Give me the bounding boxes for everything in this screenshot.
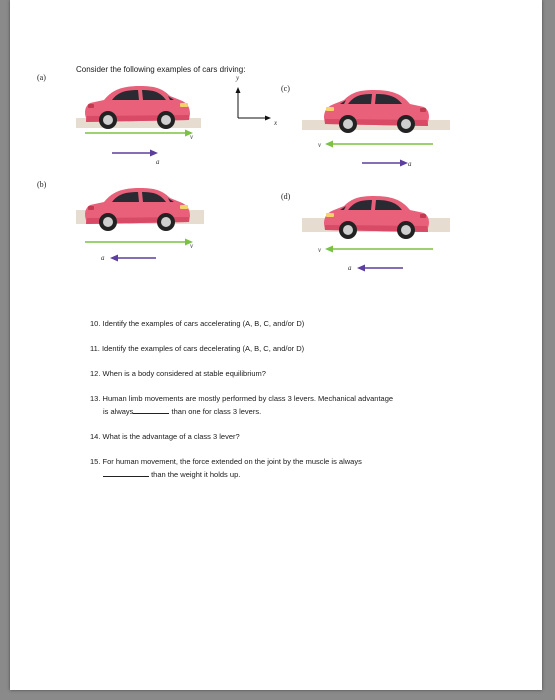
panel-d-v-label: v [318, 246, 322, 254]
panel-d-a-label: a [348, 264, 352, 272]
panel-b-accel-arrow [110, 254, 156, 262]
panel-c-v-label: v [318, 141, 322, 149]
panel-a-v-label: v [190, 133, 194, 141]
panel-a-a-label: a [156, 158, 160, 166]
answer-blank-15[interactable] [103, 468, 149, 477]
panel-c-a-label: a [408, 160, 412, 168]
panel-c-accel-arrow [362, 159, 408, 167]
panel-a-car [82, 82, 192, 132]
axis-x-label: x [274, 119, 278, 127]
question-11: 11. Identify the examples of cars decelerating (A, B, C, and/or D) [90, 344, 305, 353]
answer-blank-13[interactable] [133, 405, 169, 414]
question-13-line2: is always than one for class 3 levers. [103, 407, 262, 416]
question-12: 12. When is a body considered at stable equilibrium? [90, 369, 266, 378]
panel-a-label: (a) [37, 73, 46, 82]
axis-y-label: y [236, 74, 240, 82]
question-15: 15. For human movement, the force extended on the joint by the muscle is always [90, 457, 362, 466]
panel-d-label: (d) [281, 192, 291, 201]
panel-b-v-label: v [190, 242, 194, 250]
question-13: 13. Human limb movements are mostly performed by class 3 levers. Mechanical advantage [90, 394, 394, 403]
question-10: 10. Identify the examples of cars accelerating (A, B, C, and/or D) [90, 319, 305, 328]
panel-d-velocity-arrow [325, 245, 433, 253]
panel-c-car [322, 86, 432, 136]
panel-b-a-label: a [101, 254, 105, 262]
panel-b-label: (b) [37, 180, 47, 189]
panel-d-accel-arrow [357, 264, 403, 272]
panel-b-car [82, 184, 192, 234]
intro-text: Consider the following examples of cars driving: [76, 65, 246, 74]
question-15-line2: than the weight it holds up. [103, 468, 240, 480]
panel-d-car [322, 192, 432, 242]
panel-c-label: (c) [281, 84, 290, 93]
panel-c-velocity-arrow [325, 140, 433, 148]
panel-a-accel-arrow [112, 149, 158, 157]
question-14: 14. What is the advantage of a class 3 lever? [90, 432, 240, 441]
worksheet-page [10, 0, 542, 690]
panel-b-velocity-arrow [85, 238, 193, 246]
axes-icon [234, 86, 274, 122]
panel-a-velocity-arrow [85, 129, 193, 137]
